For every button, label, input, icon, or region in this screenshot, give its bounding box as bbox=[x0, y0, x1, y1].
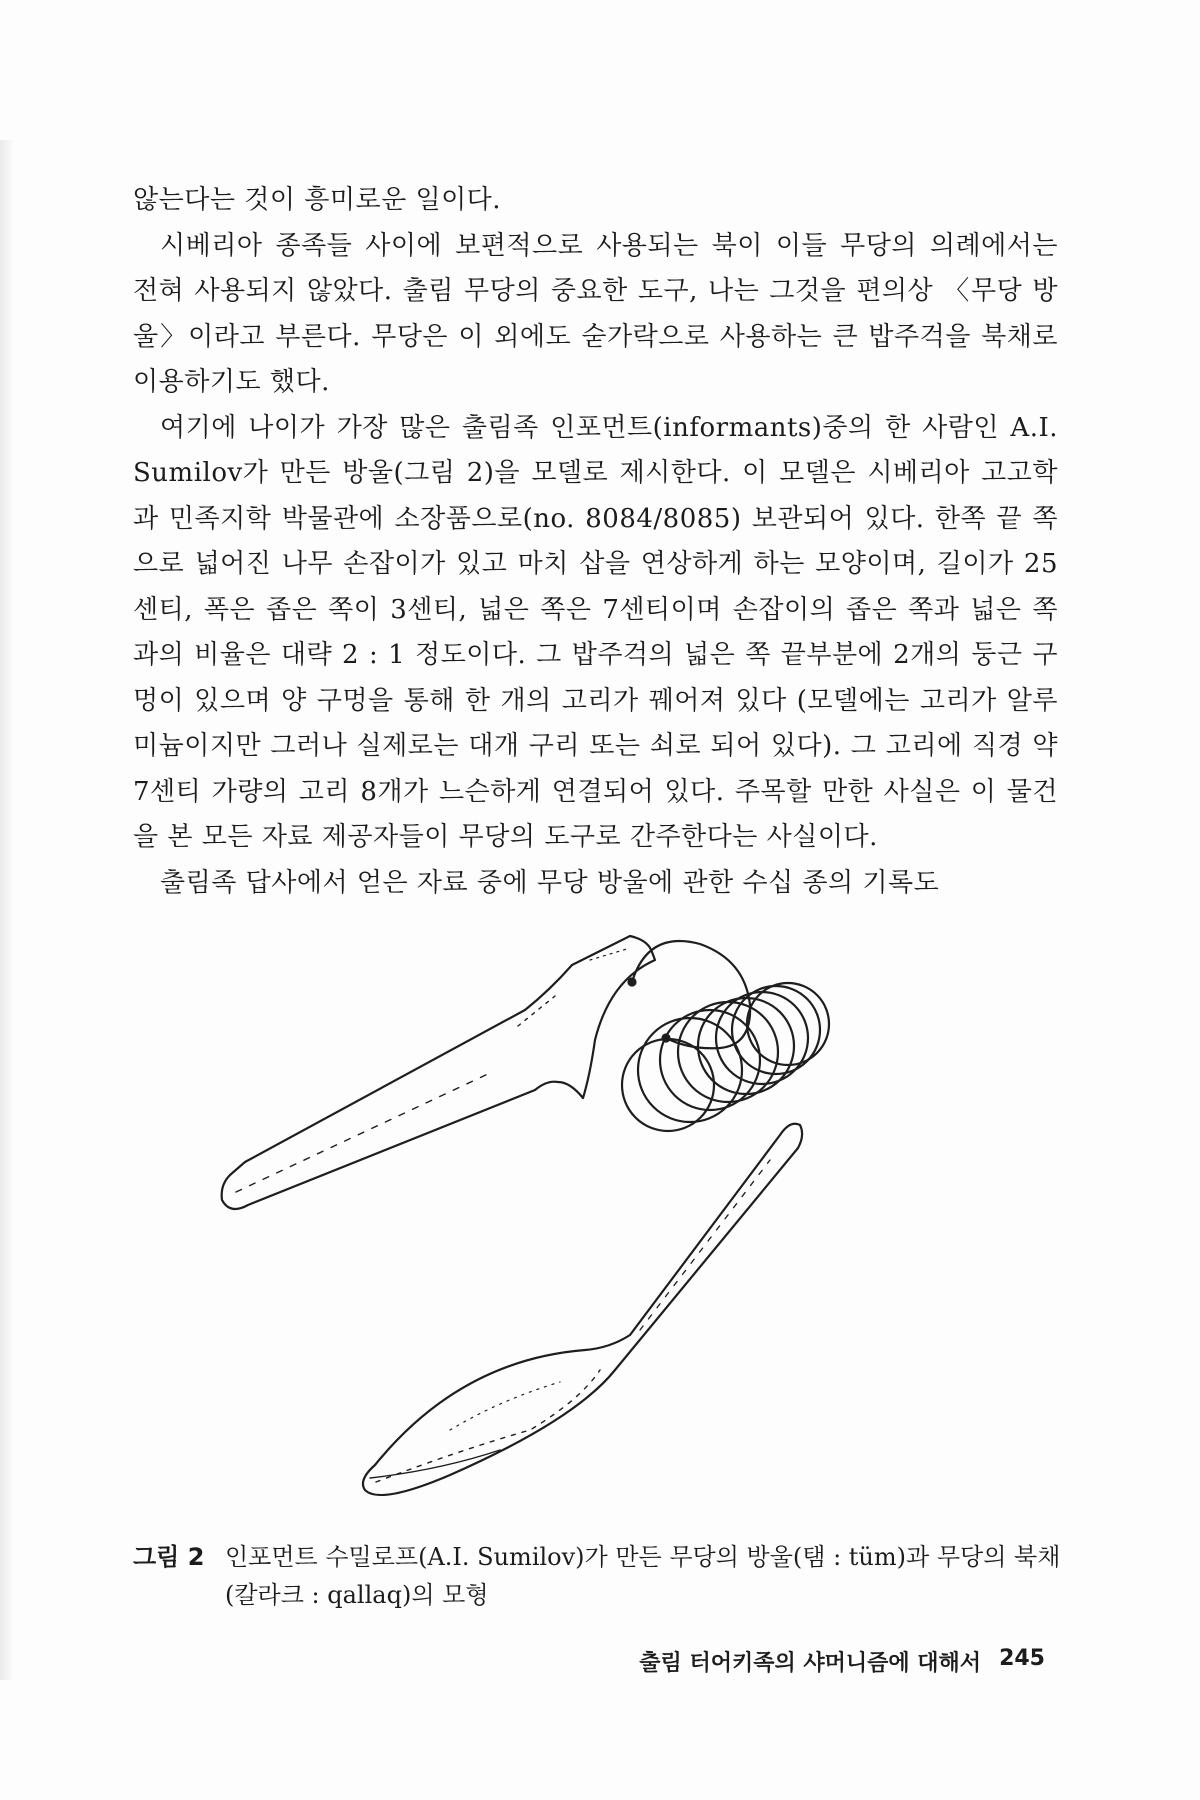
figure-label: 그림 2 bbox=[133, 1543, 205, 1571]
shaman-drumstick-drawing bbox=[363, 1124, 802, 1495]
page-number: 245 bbox=[999, 1646, 1045, 1671]
scan-shadow bbox=[0, 140, 14, 1680]
running-title: 출림 터어키족의 샤머니즘에 대해서 bbox=[639, 1651, 982, 1676]
shaman-rattle-drawing bbox=[222, 936, 829, 1209]
figure-illustration bbox=[200, 930, 1080, 1530]
paragraph-1: 않는다는 것이 흥미로운 일이다. bbox=[133, 185, 502, 215]
rattle-and-drumstick-drawing bbox=[200, 930, 1080, 1530]
body-text bbox=[133, 178, 1058, 906]
paragraph-4: 출림족 답사에서 얻은 자료 중에 무당 방울에 관한 수십 종의 기록도 bbox=[160, 867, 940, 898]
figure-caption bbox=[133, 1538, 1063, 1614]
paragraph-3: 여기에 나이가 가장 많은 출림족 인포먼트(informants)중의 한 사람인 A.I. Sumilov가 만든 방울(그림 2)을 모델로 제시한다. 이 모델은 시베리아 고고학과 민족지학 박물관에 소장품으로(no. 8084/8085) 보관되어 있다. 한쪽 끝 쪽으로 넓어진 나무 손잡이가 있고 마치 삽을 연상하게 하는 모양이며, 길이가 25센티, 폭은 좁은 쪽이 3센티, 넓은 쪽은 7센티이며 손잡이의 좁은 쪽과 넓은 쪽과의 비율은 대략 2 : 1 정도이다. 그 밥주걱의 넓은 쪽 끝부분에 2개의 둥근 구멍이 있으며 양 구멍을 통해 한 개의 고리가 꿰어져 있다 (모델에는 고리가 알루미늄이지만 그러나 실제로는 대개 구리 또는 쇠로 되어 있다). 그 고리에 직경 약 7센티 가량의 고리 8개가 느슨하게 연결되어 있다. 주목할 만한 사실은 이 물건을 본 모든 자료 제공자들이 무당의 도구로 간주한다는 사실이다. bbox=[133, 412, 1058, 852]
running-footer bbox=[545, 1646, 1045, 1677]
paragraph-2: 시베리아 종족들 사이에 보편적으로 사용되는 북이 이들 무당의 의례에서는 전혀 사용되지 않았다. 출림 무당의 중요한 도구, 나는 그것을 편의상 〈무당 방울〉이라고 부른다. 무당은 이 외에도 숟가락으로 사용하는 큰 밥주걱을 북채로 이용하기도 했다. bbox=[133, 230, 1058, 397]
figure-caption-text: 인포먼트 수밀로프(A.I. Sumilov)가 만든 무당의 방울(탬 : tüm)과 무당의 북채(칼라크 : qallaq)의 모형 bbox=[225, 1543, 1061, 1609]
